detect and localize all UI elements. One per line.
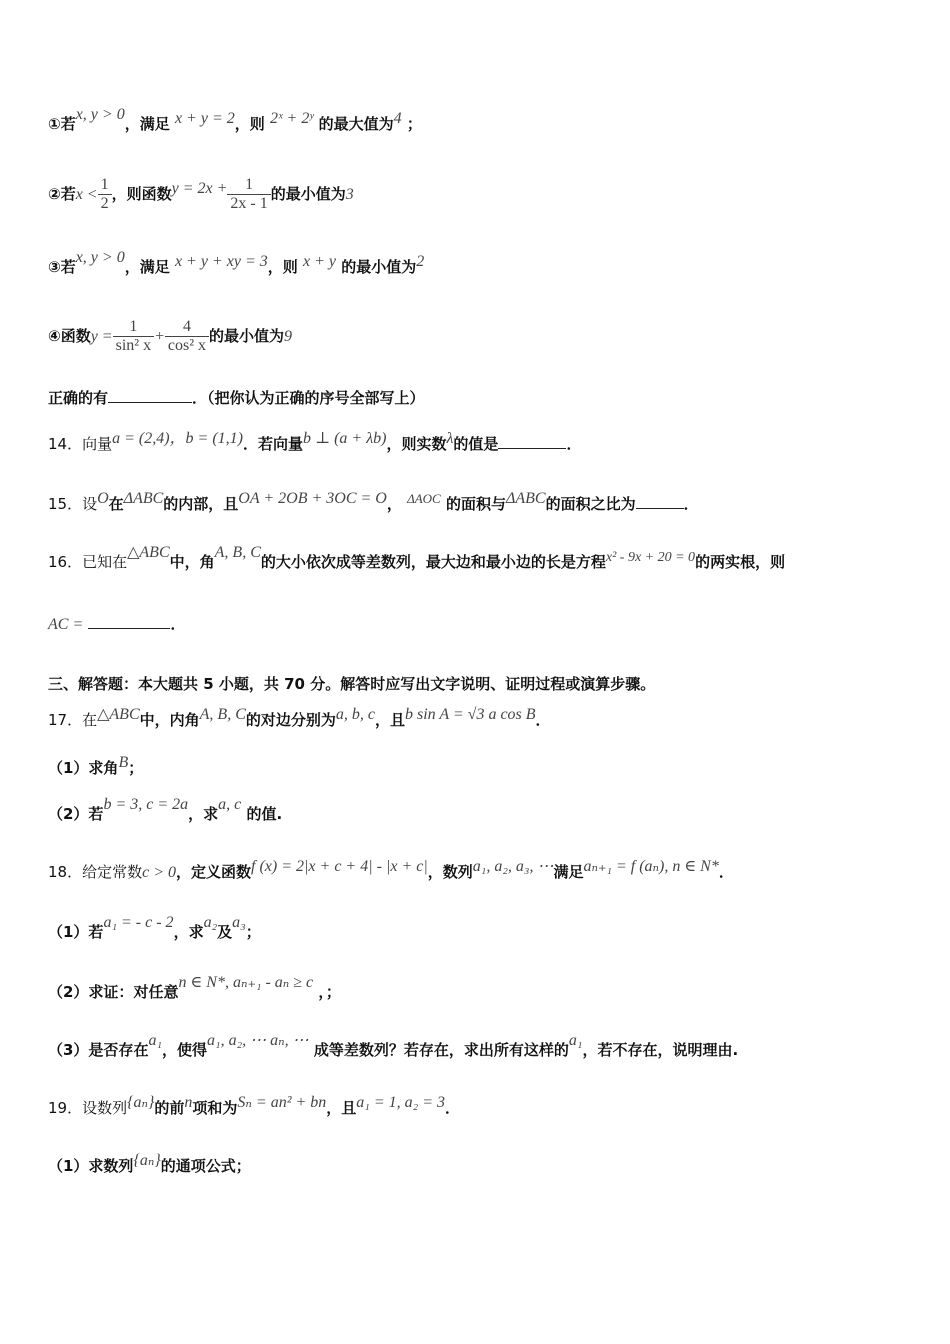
question-19: 19．设数列{aₙ}的前n项和为Sₙ = an² + bn，且a₁ = 1, a₂ = 3． — [48, 1094, 461, 1117]
section-heading: 三、解答题：本大题共 5 小题，共 70 分。解答时应写出文字说明、证明过程或演算步骤。 — [48, 675, 656, 693]
question-18: 18．给定常数c > 0，定义函数f (x) = 2|x + c + 4| - |x + c|，数列a₁, a₂, a₃, ⋯满足aₙ₊₁ = f (aₙ), n ∈ N*． — [48, 858, 734, 881]
question-18-part-2: （2）求证：对任意n ∈ N*, aₙ₊₁ - aₙ ≥ c ，； — [48, 974, 341, 1001]
answer-blank[interactable] — [636, 494, 684, 509]
fraction: $\frac{1}{2x - 1}$ — [227, 176, 270, 213]
question-18-part-1: （1）若a₁ = - c - 2，求a₂及a₃； — [48, 914, 261, 941]
question-17-part-2: （2）若b = 3, c = 2a，求a, c 的值. — [48, 796, 283, 823]
statement-1: ①若x, y > 0，满足 x + y = 2，则 2ˣ + 2ʸ 的最大值为4 ； — [48, 106, 422, 133]
question-18-part-3: （3）是否存在a₁，使得a₁, a₂, ⋯ aₙ, ⋯ 成等差数列？若存在，求出所有这样的a₁，若不存在，说明理由. — [48, 1032, 739, 1059]
statement-4: ④函数y = $\frac{1}{\text{sin² x}}$ + $\frac{4}{\text{cos² x}}$ 的最小值为9 — [48, 318, 293, 354]
answer-prompt: 正确的有 ．（把你认为正确的序号全部写上） — [48, 389, 425, 407]
statement-2: ②若x < $\frac{1}{2}$ ，则函数y = 2x + $\frac{1}{2x - 1}$ 的最小值为3 — [48, 176, 354, 212]
question-19-part-1: （1）求数列{aₙ}的通项公式； — [48, 1152, 251, 1175]
statement-3: ③若x, y > 0，满足 x + y + xy = 3，则 x + y 的最小值为2 — [48, 249, 425, 276]
question-16-answer: AC = ． — [48, 615, 186, 633]
fraction: $\frac{4}{\text{cos² x}}$ — [165, 318, 209, 355]
fraction: $\frac{1}{\text{sin² x}}$ — [113, 318, 154, 355]
question-17-part-1: （1）求角B； — [48, 754, 144, 777]
fraction: $\frac{1}{2}$ — [98, 176, 112, 213]
answer-blank[interactable] — [88, 614, 170, 629]
answer-blank[interactable] — [108, 388, 192, 403]
question-16: 16．已知在△ABC中，角A, B, C的大小依次成等差数列，最大边和最小边的长是方程x² - 9x + 20 = 0的两实根，则 — [48, 544, 786, 571]
question-14: 14．向量a = (2,4)，b = (1,1)．若向量b ⊥ (a + λb)，则实数λ的值是 ． — [48, 430, 582, 453]
question-15: 15．设O在ΔABC的内部，且OA + 2OB + 3OC = O， ΔAOC 的面积与ΔABC的面积之比为 ． — [48, 490, 699, 513]
answer-blank[interactable] — [498, 434, 566, 449]
question-17: 17．在△ABC中，内角A, B, C的对边分别为a, b, c，且b sin A = √3 a cos B． — [48, 706, 551, 729]
